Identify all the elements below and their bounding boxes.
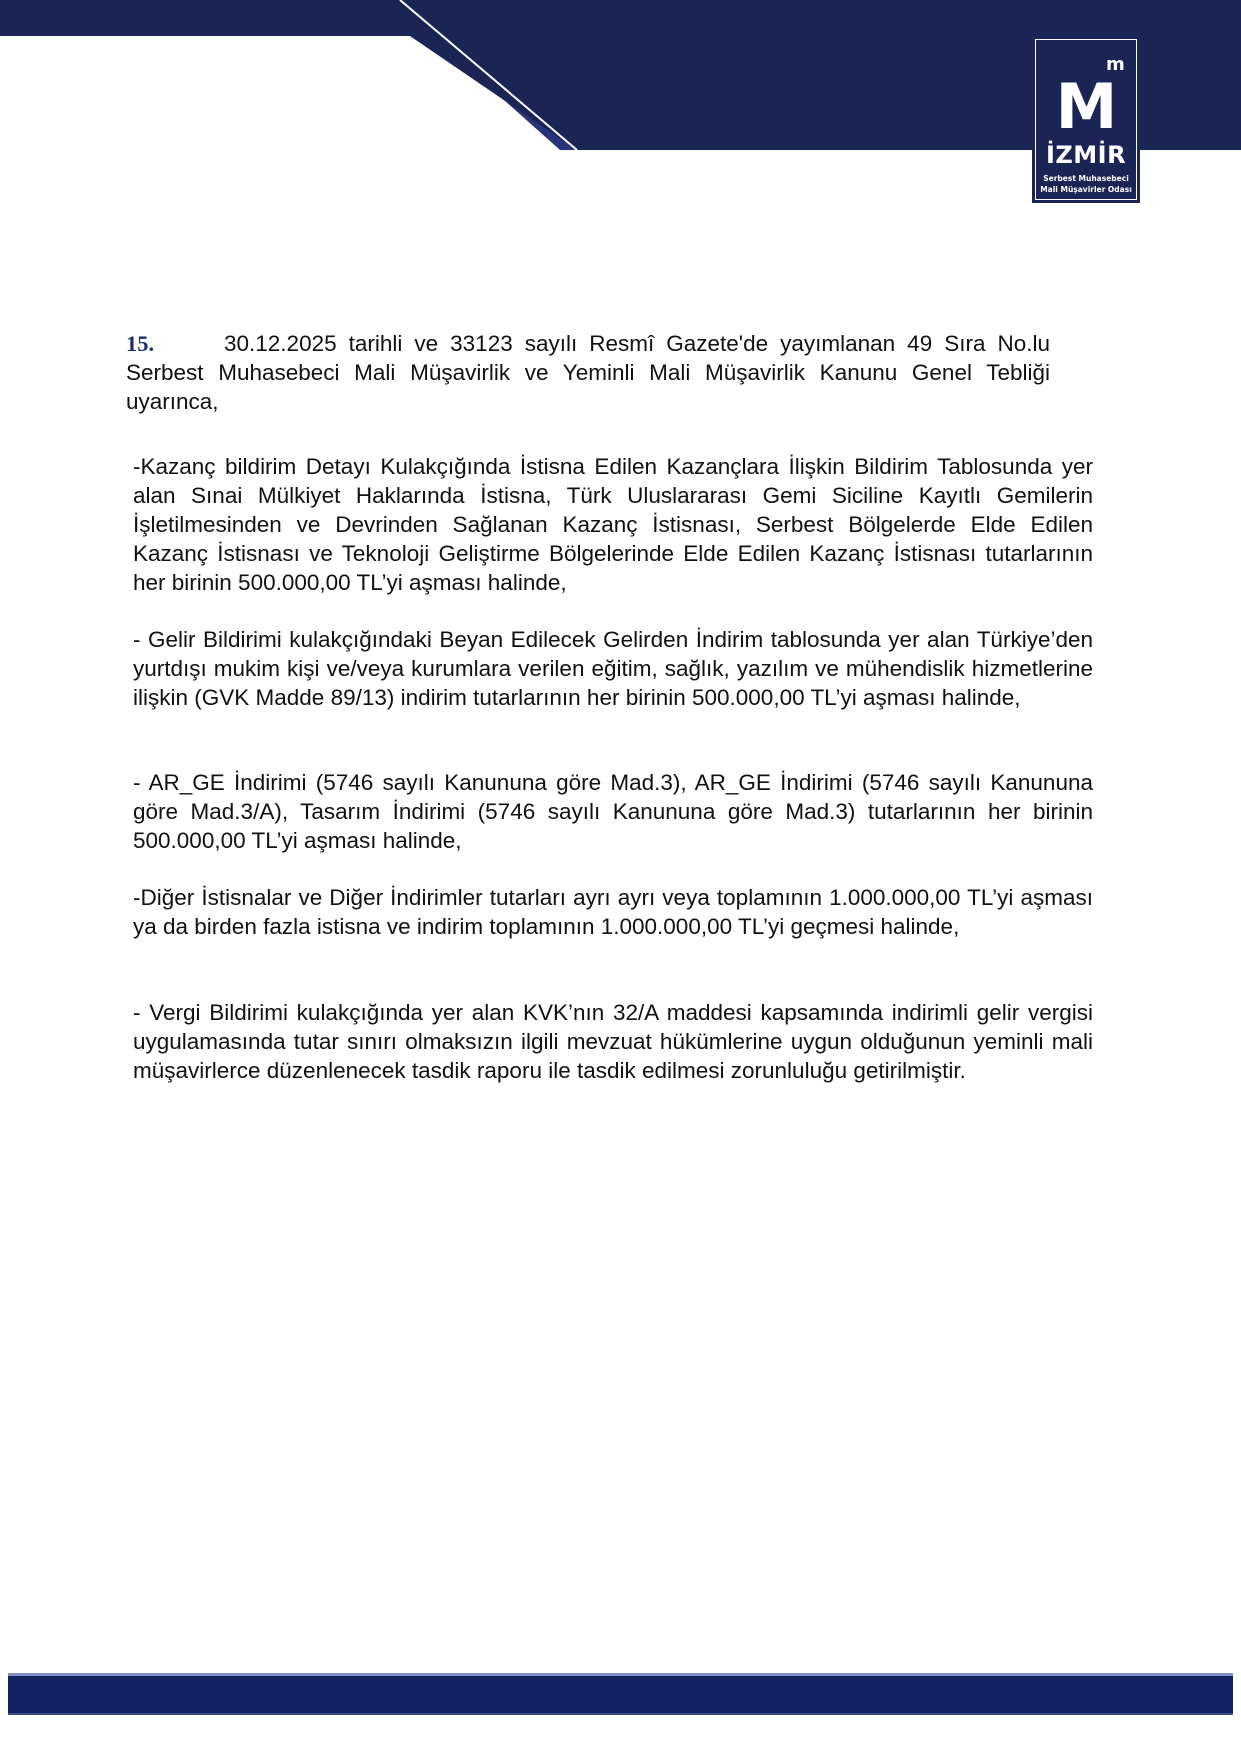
list-item: -Kazanç bildirim Detayı Kulakçığında İstisna Edilen Kazançlara İlişkin Bildirim Tablosunda yer alan Sınai Mülkiyet Haklarında İstisna, Türk Uluslararası Gemi Siciline Kayıtlı Gemilerin İşletilmesinden ve Devrinden Sağlanan Kazanç İstisnası, Serbest Bölgelerde Elde Edilen Kazanç İstisnası ve Teknoloji Geliştirme Bölgelerinde Elde Edilen Kazanç İstisnası tutarlarının her birinin 500.000,00 TL’yi aşması halinde, [133, 454, 1093, 595]
list-item: - Gelir Bildirimi kulakçığındaki Beyan Edilecek Gelirden İndirim tablosunda yer alan Türkiye’den yurtdışı mukim kişi ve/veya kurumlara verilen eğitim, sağlık, yazılım ve mühendislik hizmetlerine ilişkin (GVK Madde 89/13) indirim tutarlarının her birinin 500.000,00 TL’yi aşması halinde, [133, 627, 1093, 710]
footer-band [8, 1673, 1233, 1715]
izmir-smmmo-logo [1032, 36, 1140, 203]
logo-mark: M [1055, 70, 1117, 143]
paragraph-number: 15. [126, 331, 155, 356]
lead-text: 30.12.2025 tarihli ve 33123 sayılı Resmî Gazete'de yayımlanan 49 Sıra No.lu Serbest Muhasebeci Mali Müşavirlik ve Yeminli Mali Müşavirlik Kanunu Genel Tebliği uyarınca, [126, 331, 1050, 414]
list-item: -Diğer İstisnalar ve Diğer İndirimler tutarları ayrı ayrı veya toplamının 1.000.000,00 TL’yi aşması ya da birden fazla istisna ve indirim toplamının 1.000.000,00 TL’yi geçmesi halinde, [133, 885, 1093, 939]
list-item: - AR_GE İndirimi (5746 sayılı Kanununa göre Mad.3), AR_GE İndirimi (5746 sayılı Kanununa göre Mad.3/A), Tasarım İndirimi (5746 sayılı Kanununa göre Mad.3) tutarlarının her birinin 500.000,00 TL’yi aşması halinde, [133, 770, 1093, 853]
lead-paragraph [126, 329, 1050, 416]
logo-superscript: m [1106, 54, 1125, 75]
logo-subtitle-line1: Serbest Muhasebeci [1043, 174, 1129, 183]
logo-city: İZMİR [1045, 141, 1127, 169]
list-item: - Vergi Bildirimi kulakçığında yer alan KVK’nın 32/A maddesi kapsamında indirimli gelir vergisi uygulamasında tutar sınırı olmaksızın ilgili mevzuat hükümlerine uygun olduğunun yeminli mali müşavirlerce düzenlenecek tasdik raporu ile tasdik edilmesi zorunluluğu getirilmiştir. [133, 1000, 1093, 1083]
logo-subtitle-line2: Mali Müşavirler Odası [1040, 185, 1132, 194]
